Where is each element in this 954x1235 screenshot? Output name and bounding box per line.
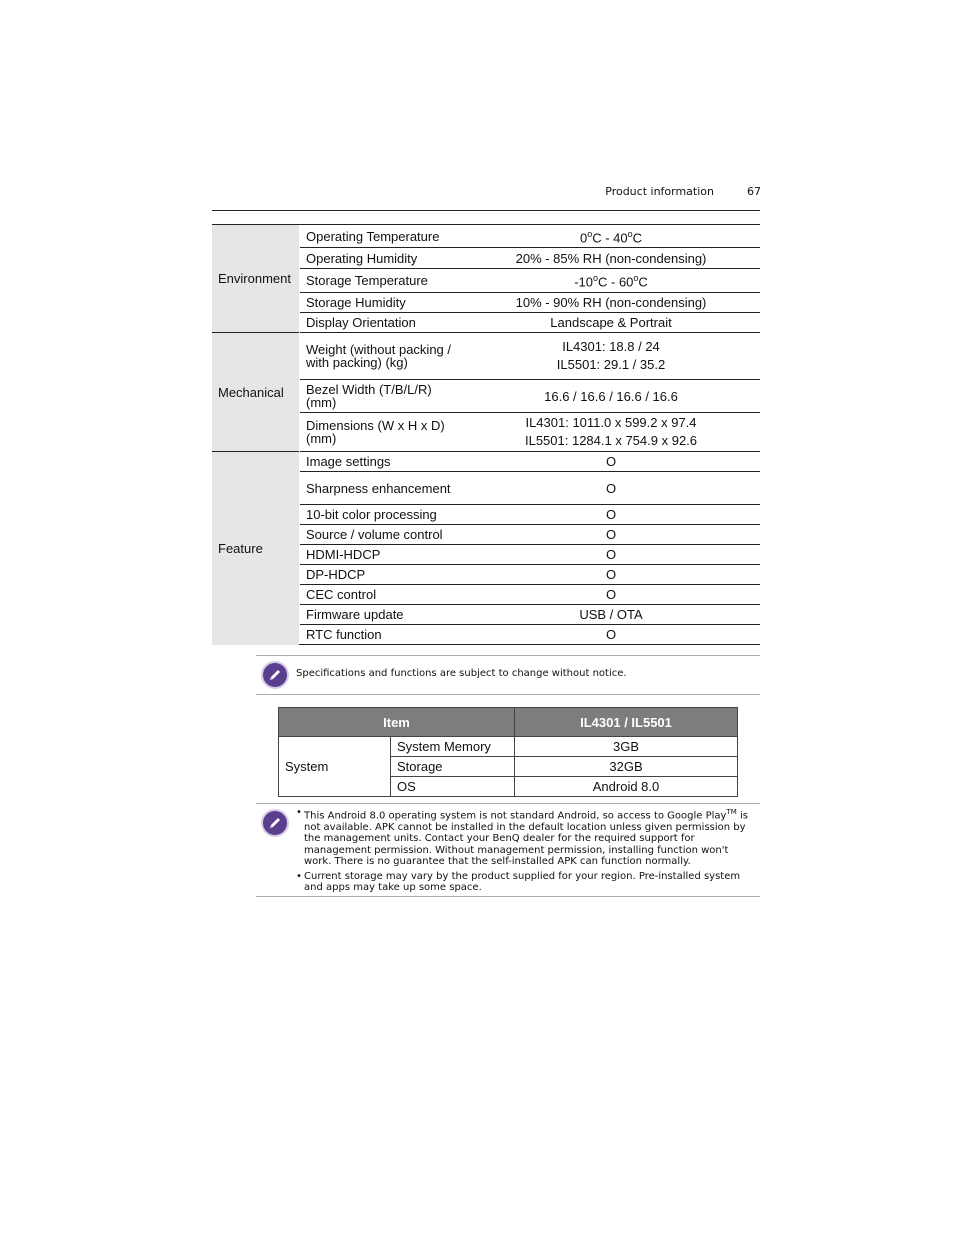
spec-label: Weight (without packing / with packing) (kg) xyxy=(300,333,463,380)
spec-table xyxy=(212,224,760,645)
note-text: Specifications and functions are subject to change without notice. xyxy=(296,668,627,679)
spec-value: O xyxy=(462,525,760,545)
system-label: OS xyxy=(391,777,515,797)
spec-label: Storage Temperature xyxy=(300,269,463,293)
spec-value: O xyxy=(462,565,760,585)
spec-value: O xyxy=(462,585,760,605)
spec-value: O xyxy=(462,452,760,472)
note-bullet-item: • Current storage may vary by the product supplied for your region. Pre-installed system and apps may take up some space. xyxy=(296,870,741,894)
system-value: 32GB xyxy=(515,757,738,777)
spec-value: O xyxy=(462,472,760,505)
pencil-icon xyxy=(261,809,289,837)
spec-label: RTC function xyxy=(300,625,463,645)
spec-label: Operating Temperature xyxy=(300,225,463,248)
spec-value: USB / OTA xyxy=(462,605,760,625)
spec-value: O xyxy=(462,625,760,645)
category-mechanical: Mechanical xyxy=(212,333,300,452)
header-model: IL4301 / IL5501 xyxy=(515,708,738,737)
note-box xyxy=(256,655,760,695)
spec-value: 10% - 90% RH (non-condensing) xyxy=(462,293,760,313)
spec-label: Display Orientation xyxy=(300,313,463,333)
system-table xyxy=(278,707,738,797)
header-item: Item xyxy=(279,708,515,737)
spec-value: IL4301: 18.8 / 24 IL5501: 29.1 / 35.2 xyxy=(462,333,760,380)
top-divider xyxy=(212,210,760,211)
spec-label: Storage Humidity xyxy=(300,293,463,313)
system-value: 3GB xyxy=(515,737,738,757)
note-bullet-item: • This Android 8.0 operating system is not standard Android, so access to Google Play™ is not available. APK cannot be installed in the default location unless given permission by the management units. Contact your BenQ dealer for the required support for management permission. Without management permission, installing function won't work. There is no guarantee that the self-installed APK can function normally. xyxy=(296,807,748,868)
category-environment: Environment xyxy=(212,225,300,333)
spec-value: 0$^o$C - 40$^o$C xyxy=(462,225,760,248)
spec-value: -10$^o$C - 60$^o$C xyxy=(462,269,760,293)
system-label: System Memory xyxy=(391,737,515,757)
spec-label: Firmware update xyxy=(300,605,463,625)
spec-value: IL4301: 1011.0 x 599.2 x 97.4 IL5501: 1284.1 x 754.9 x 92.6 xyxy=(462,413,760,452)
spec-label: HDMI-HDCP xyxy=(300,545,463,565)
spec-label: Operating Humidity xyxy=(300,248,463,269)
spec-label: Source / volume control xyxy=(300,525,463,545)
spec-value: 16.6 / 16.6 / 16.6 / 16.6 xyxy=(462,380,760,413)
spec-label: DP-HDCP xyxy=(300,565,463,585)
pencil-icon xyxy=(261,661,289,689)
category-feature: Feature xyxy=(212,452,300,645)
system-label: Storage xyxy=(391,757,515,777)
spec-value: Landscape & Portrait xyxy=(462,313,760,333)
spec-label: Sharpness enhancement xyxy=(300,472,463,505)
section-title: Product information xyxy=(605,185,714,198)
page-number: 67 xyxy=(747,185,761,198)
spec-value: O xyxy=(462,505,760,525)
system-value: Android 8.0 xyxy=(515,777,738,797)
spec-label: 10-bit color processing xyxy=(300,505,463,525)
spec-label: CEC control xyxy=(300,585,463,605)
spec-label: Bezel Width (T/B/L/R) (mm) xyxy=(300,380,463,413)
page-header xyxy=(0,185,954,201)
spec-label: Image settings xyxy=(300,452,463,472)
note-text xyxy=(296,807,752,897)
note-box xyxy=(256,803,760,897)
spec-value: O xyxy=(462,545,760,565)
system-category: System xyxy=(279,737,391,797)
spec-value: 20% - 85% RH (non-condensing) xyxy=(462,248,760,269)
spec-label: Dimensions (W x H x D) (mm) xyxy=(300,413,463,452)
